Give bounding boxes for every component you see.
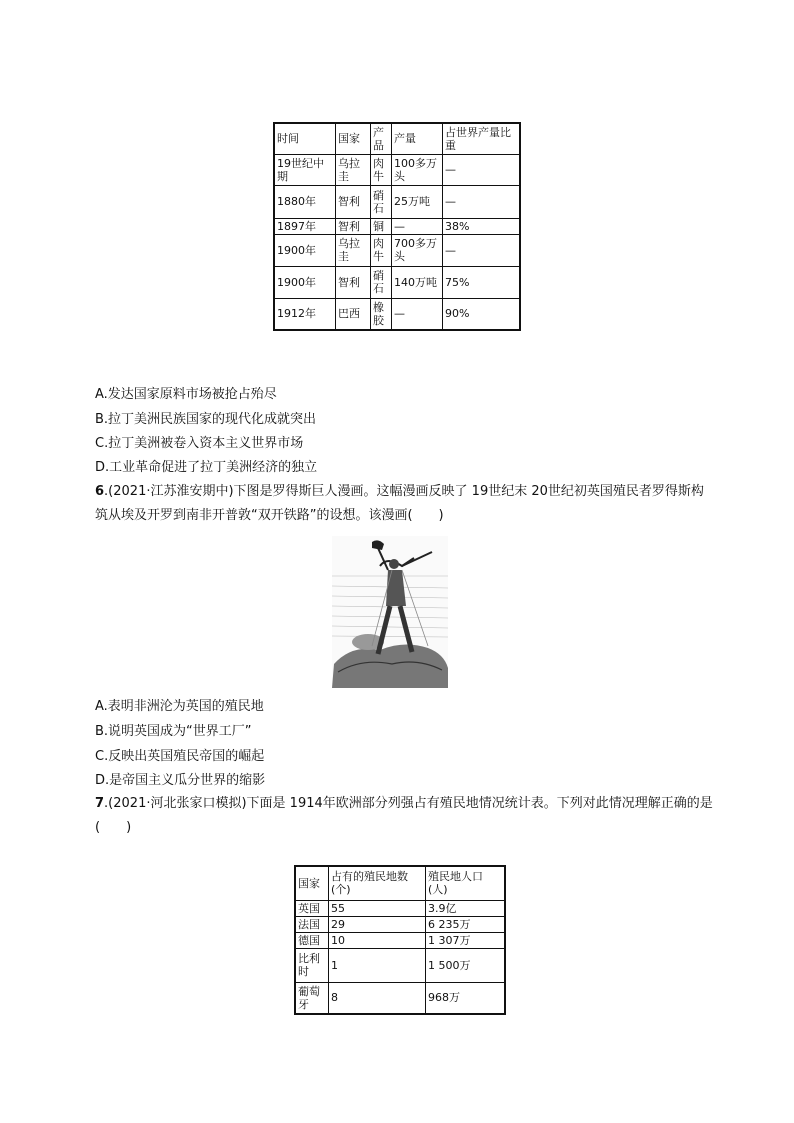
- table-row: [295, 982, 505, 1014]
- rhodes-colossus-cartoon: [332, 536, 448, 688]
- question-6: [95, 480, 715, 528]
- table-cell: 肉牛: [371, 154, 392, 185]
- table-cell: 智利: [336, 218, 371, 234]
- table-row: [274, 218, 520, 234]
- table-cell: 硝石: [371, 185, 392, 218]
- table-cell: 10: [329, 932, 426, 948]
- table-row: [274, 185, 520, 218]
- table-row: [274, 234, 520, 266]
- table-cell: 铜: [371, 218, 392, 234]
- table-cell: 1897年: [274, 218, 336, 234]
- header-cell: 占世界产量比重: [443, 123, 521, 154]
- table-cell: 8: [329, 982, 426, 1014]
- table-cell: 1 307万: [426, 932, 506, 948]
- question-source: .(2021·江苏淮安期中): [104, 484, 234, 499]
- table-row: [295, 916, 505, 932]
- table-cell: 1900年: [274, 234, 336, 266]
- table-row: [274, 298, 520, 330]
- table-cell: 葡萄牙: [295, 982, 329, 1014]
- q5-option-a: A.发达国家原料市场被抢占殆尽: [95, 387, 277, 402]
- table-cell: 968万: [426, 982, 506, 1014]
- table-cell: 巴西: [336, 298, 371, 330]
- header-cell: 殖民地人口(人): [426, 866, 506, 900]
- table-header-row: [295, 866, 505, 900]
- header-cell: 占有的殖民地数(个): [329, 866, 426, 900]
- header-cell: 产量: [392, 123, 443, 154]
- table-cell: 乌拉圭: [336, 234, 371, 266]
- table-row: [274, 266, 520, 298]
- table-cell: 1900年: [274, 266, 336, 298]
- answer-paren-close: ): [126, 820, 132, 835]
- table-cell: 比利时: [295, 948, 329, 982]
- table-row: [274, 154, 520, 185]
- table-cell: —: [392, 298, 443, 330]
- question-text: 下图是罗得斯巨人漫画。这幅漫画反映了 19世纪末 20世纪初英国殖民者罗得斯构筑从埃及开罗到南非开普敦“双开铁路”的设想。该漫画(: [95, 484, 704, 523]
- table-row: [295, 948, 505, 982]
- table-header-row: [274, 123, 520, 154]
- table-cell: —: [443, 154, 521, 185]
- table-cell: 智利: [336, 266, 371, 298]
- question-number: 7: [95, 796, 105, 811]
- q5-option-b: B.拉丁美洲民族国家的现代化成就突出: [95, 412, 317, 427]
- table-cell: 700多万头: [392, 234, 443, 266]
- latin-america-export-table: [273, 122, 521, 331]
- table-cell: —: [443, 234, 521, 266]
- table-cell: 智利: [336, 185, 371, 218]
- q6-option-d: D.是帝国主义瓜分世界的缩影: [95, 773, 266, 788]
- table-cell: —: [443, 185, 521, 218]
- table-cell: 肉牛: [371, 234, 392, 266]
- table-cell: 橡胶: [371, 298, 392, 330]
- table-row: [295, 900, 505, 916]
- table-cell: 38%: [443, 218, 521, 234]
- header-cell: 时间: [274, 123, 336, 154]
- question-source: .(2021·河北张家口模拟): [104, 796, 247, 811]
- table-cell: 硝石: [371, 266, 392, 298]
- table-cell: 19世纪中期: [274, 154, 336, 185]
- q6-option-c: C.反映出英国殖民帝国的崛起: [95, 749, 265, 764]
- question-number: 6: [95, 484, 105, 499]
- table-cell: —: [392, 218, 443, 234]
- table-cell: 1880年: [274, 185, 336, 218]
- table-cell: 55: [329, 900, 426, 916]
- header-cell: 国家: [295, 866, 329, 900]
- table-cell: 29: [329, 916, 426, 932]
- table-cell: 100多万头: [392, 154, 443, 185]
- header-cell: 产品: [371, 123, 392, 154]
- table-cell: 6 235万: [426, 916, 506, 932]
- table-cell: 德国: [295, 932, 329, 948]
- q5-option-d: D.工业革命促进了拉丁美洲经济的独立: [95, 460, 318, 475]
- table-cell: 75%: [443, 266, 521, 298]
- table-cell: 140万吨: [392, 266, 443, 298]
- table-cell: 1912年: [274, 298, 336, 330]
- q6-option-b: B.说明英国成为“世界工厂”: [95, 724, 252, 739]
- table-cell: 英国: [295, 900, 329, 916]
- table-cell: 法国: [295, 916, 329, 932]
- q5-option-c: C.拉丁美洲被卷入资本主义世界市场: [95, 436, 304, 451]
- table-cell: 乌拉圭: [336, 154, 371, 185]
- q6-option-a: A.表明非洲沦为英国的殖民地: [95, 699, 264, 714]
- table-cell: 1 500万: [426, 948, 506, 982]
- question-7: [95, 792, 715, 840]
- question-text: 下面是 1914年欧洲部分列强占有殖民地情况统计表。下列对此情况理解正确的是(: [95, 796, 713, 835]
- table-row: [295, 932, 505, 948]
- table-cell: 1: [329, 948, 426, 982]
- table-cell: 3.9亿: [426, 900, 506, 916]
- answer-paren-close: ): [438, 508, 444, 523]
- table-cell: 90%: [443, 298, 521, 330]
- header-cell: 国家: [336, 123, 371, 154]
- table-cell: 25万吨: [392, 185, 443, 218]
- colony-statistics-table: [294, 865, 506, 1015]
